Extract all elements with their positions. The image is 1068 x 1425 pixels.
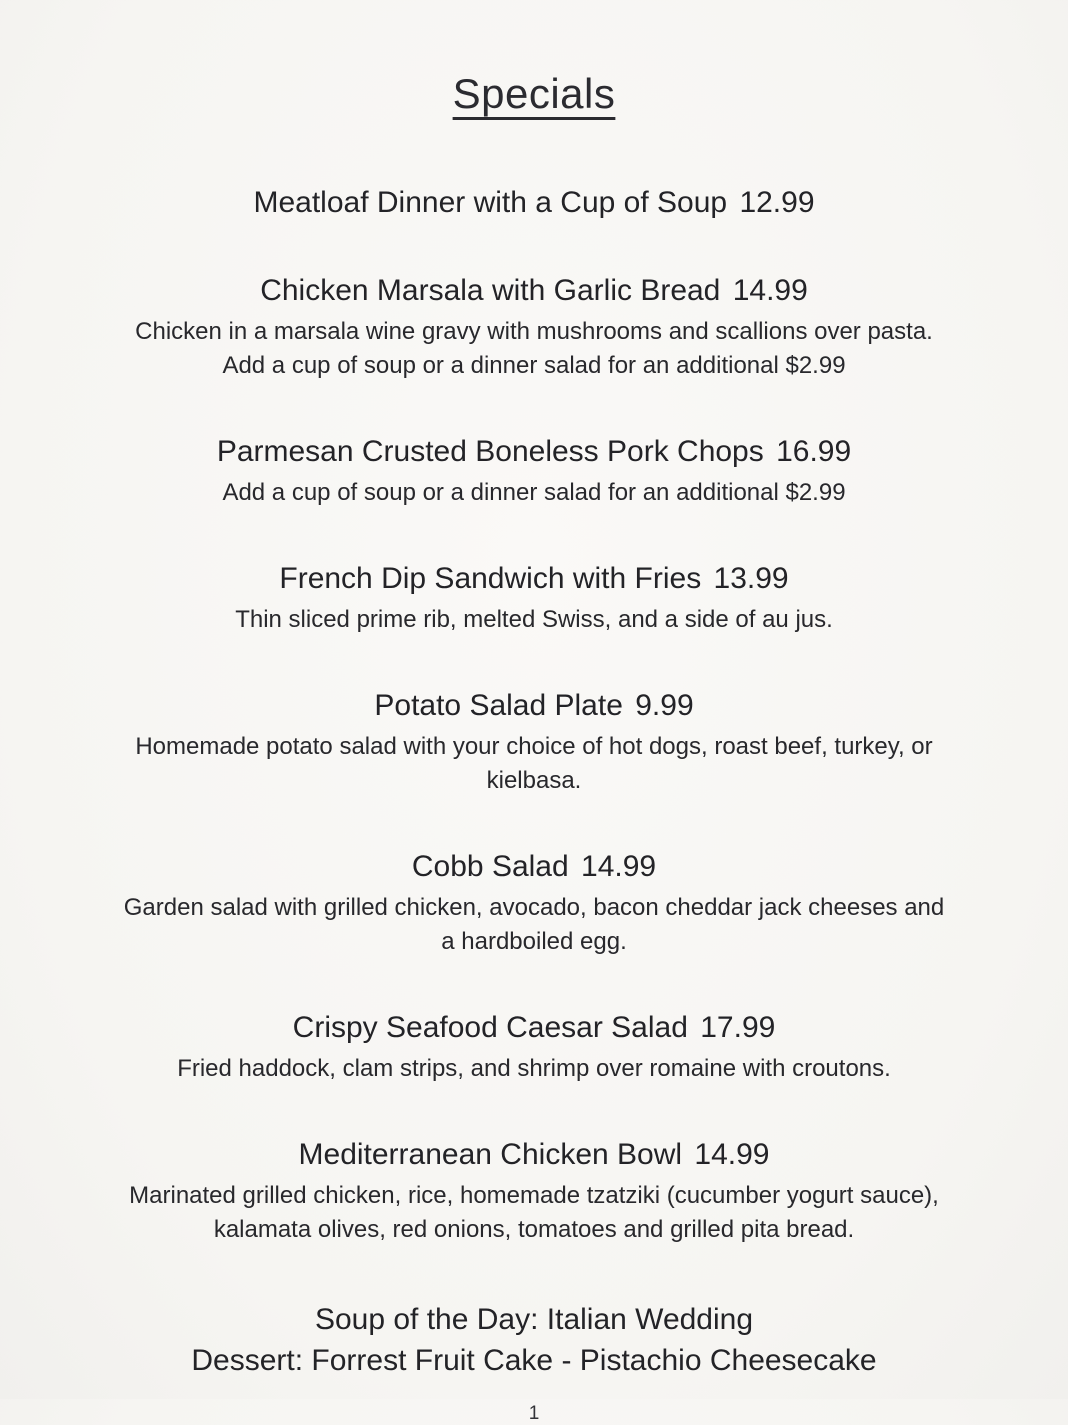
item-name: Chicken Marsala with Garlic Bread <box>260 274 721 307</box>
item-price: 14.99 <box>732 274 808 307</box>
item-name: French Dip Sandwich with Fries <box>279 562 702 595</box>
menu-item <box>0 433 1068 510</box>
item-title <box>0 848 1068 886</box>
item-name: Crispy Seafood Caesar Salad <box>292 1011 688 1044</box>
menu-item <box>0 848 1068 959</box>
item-description: Chicken in a marsala wine gravy with mushrooms and scallions over pasta. Add a cup of soup or a dinner salad for an additional $2.99 <box>135 318 933 379</box>
item-title <box>0 272 1068 310</box>
menu-item <box>0 1136 1068 1247</box>
item-name: Mediterranean Chicken Bowl <box>298 1138 683 1171</box>
item-price: 16.99 <box>776 435 852 468</box>
item-price: 14.99 <box>694 1138 770 1171</box>
item-title <box>0 184 1068 222</box>
item-description: Fried haddock, clam strips, and shrimp over romaine with croutons. <box>177 1055 891 1082</box>
item-description: Add a cup of soup or a dinner salad for an additional $2.99 <box>222 479 846 506</box>
item-description: Thin sliced prime rib, melted Swiss, and a side of au jus. <box>235 606 833 633</box>
dessert-of-the-day: Dessert: Forrest Fruit Cake - Pistachio Cheesecake <box>191 1344 877 1377</box>
soup-of-the-day: Soup of the Day: Italian Wedding <box>314 1303 754 1336</box>
specials-list <box>0 126 1068 1247</box>
page-number: 1 <box>528 1403 540 1424</box>
menu-item <box>0 184 1068 222</box>
item-price: 9.99 <box>635 689 694 722</box>
item-name: Parmesan Crusted Boneless Pork Chops <box>216 435 764 468</box>
daily-specials-footer <box>0 1299 1068 1381</box>
item-price: 13.99 <box>713 562 789 595</box>
menu-item <box>0 1009 1068 1086</box>
item-title <box>0 1009 1068 1047</box>
item-description: Marinated grilled chicken, rice, homemade tzatziki (cucumber yogurt sauce), kalamata olives, red onions, tomatoes and grilled pita bread. <box>129 1182 939 1243</box>
menu-item <box>0 272 1068 383</box>
item-name: Meatloaf Dinner with a Cup of Soup <box>253 186 728 219</box>
item-title <box>0 560 1068 598</box>
item-description: Garden salad with grilled chicken, avocado, bacon cheddar jack cheeses and a hardboiled egg. <box>123 894 945 955</box>
item-name: Cobb Salad <box>411 850 569 883</box>
item-title <box>0 1136 1068 1174</box>
menu-item <box>0 560 1068 637</box>
page-title: Specials <box>452 70 616 117</box>
item-title <box>0 433 1068 471</box>
item-name: Potato Salad Plate <box>374 689 623 722</box>
item-price: 12.99 <box>739 186 815 219</box>
item-price: 14.99 <box>581 850 657 883</box>
menu-item <box>0 687 1068 798</box>
item-title <box>0 687 1068 725</box>
item-price: 17.99 <box>700 1011 776 1044</box>
item-description: Homemade potato salad with your choice of hot dogs, roast beef, turkey, or kielbasa. <box>135 733 933 794</box>
